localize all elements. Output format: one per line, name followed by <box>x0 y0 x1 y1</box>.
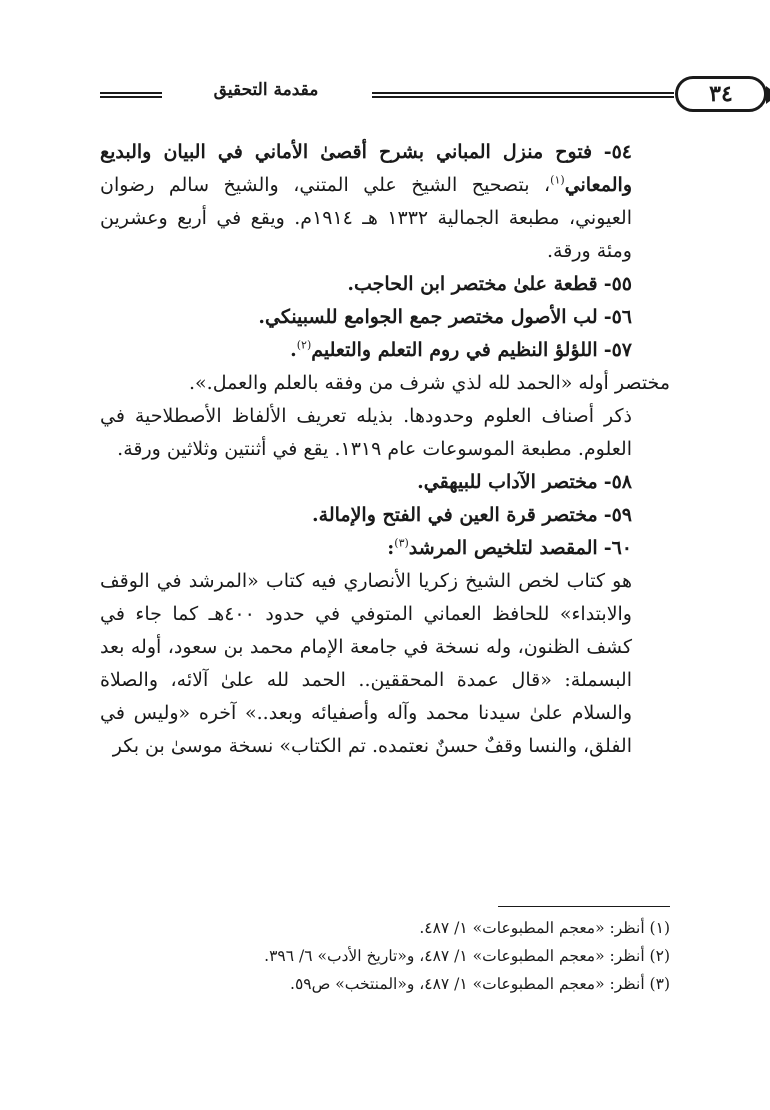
footnote-separator <box>498 906 670 907</box>
footnote-3: (٣) أنظر: «معجم المطبوعات» ١/ ٤٨٧، و«المنتخب» ص٥٩. <box>290 975 670 993</box>
entry-title: لب الأصول مختصر جمع الجوامع للسبينكي. <box>258 306 598 328</box>
entry-57: ٥٧- اللؤلؤ النظيم في روم التعلم والتعليم$^{(٢)}$. <box>290 338 632 361</box>
header-rule-right <box>372 92 674 98</box>
entry-title: مختصر قرة العين في الفتح والإمالة. <box>312 504 598 526</box>
footnote-2: (٢) أنظر: «معجم المطبوعات» ١/ ٤٨٧، و«تاريخ الأدب» ٦/ ٣٩٦. <box>264 947 670 965</box>
entry-title: فتوح منزل المباني بشرح أقصىٰ الأماني في البيان والبديع والمعاني <box>100 141 632 196</box>
footnote-ref: (٣) <box>394 536 409 550</box>
entry-title: قطعة علىٰ مختصر ابن الحاجب. <box>347 273 598 295</box>
entry-title: المقصد لتلخيص المرشد <box>408 537 598 559</box>
entry-title: مختصر الآداب للبيهقي. <box>417 471 598 493</box>
footnote-ref: (١) <box>550 173 565 187</box>
entry-56: ٥٦- لب الأصول مختصر جمع الجوامع للسبينكي. <box>258 306 632 328</box>
running-header <box>100 78 733 112</box>
footnotes <box>100 914 670 998</box>
page-number: ٣٤ <box>675 76 767 112</box>
running-title: مقدمة التحقيق <box>213 80 319 100</box>
page-number-ornament <box>766 86 770 104</box>
entry-59: ٥٩- مختصر قرة العين في الفتح والإمالة. <box>312 504 632 526</box>
header-rule-left <box>100 92 162 98</box>
footnote-ref: (٢) <box>296 338 312 352</box>
paragraph: هو كتاب لخص الشيخ زكريا الأنصاري فيه كتاب «المرشد في الوقف والابتداء» للحافظ العماني المتوفي في حدود ٤٠٠هـ كما جاء في كشف الظنون، وله نسخة في جامعة الإمام محمد بن سعود، أوله بعد البسملة: «قال عمدة المحققين.. الحمد لله علىٰ آلائه، والصلاة والسلام علىٰ سيدنا محمد وآله وأصفيائه وبعد..» آخره «وليس في الفلق، والنسا وقفٌ حسنٌ نعتمده. تم الكتاب» نسخة موسىٰ بن بكر <box>100 570 632 757</box>
entry-55: ٥٥- قطعة علىٰ مختصر ابن الحاجب. <box>347 273 632 295</box>
entry-title: اللؤلؤ النظيم في روم التعلم والتعليم <box>311 339 598 361</box>
entry-58: ٥٨- مختصر الآداب للبيهقي. <box>417 471 632 493</box>
paragraph: ذكر أصناف العلوم وحدودها. بذيله تعريف الألفاظ الأصطلاحية في العلوم. مطبعة الموسوعات عام ١٣١٩. يقع في أثنتين وثلاثين ورقة. <box>100 405 632 460</box>
entry-54: ٥٤- فتوح منزل المباني بشرح أقصىٰ الأماني في البيان والبديع والمعاني$^{(١)}$، بتصحيح الشيخ علي المتني، والشيخ سالم رضوان العيوني، مطبعة الجمالية ١٣٣٢ هـ ١٩١٤م. ويقع في أربع وعشرين ومئة ورقة. <box>100 141 633 262</box>
paragraph: مختصر أوله «الحمد لله لذي شرف من وفقه بالعلم والعمل.». <box>189 372 670 394</box>
footnote-1: (١) أنظر: «معجم المطبوعات» ١/ ٤٨٧. <box>419 919 670 937</box>
entry-60: ٦٠- المقصد لتلخيص المرشد$^{(٣)}$: <box>387 536 632 559</box>
body-text <box>100 136 670 763</box>
